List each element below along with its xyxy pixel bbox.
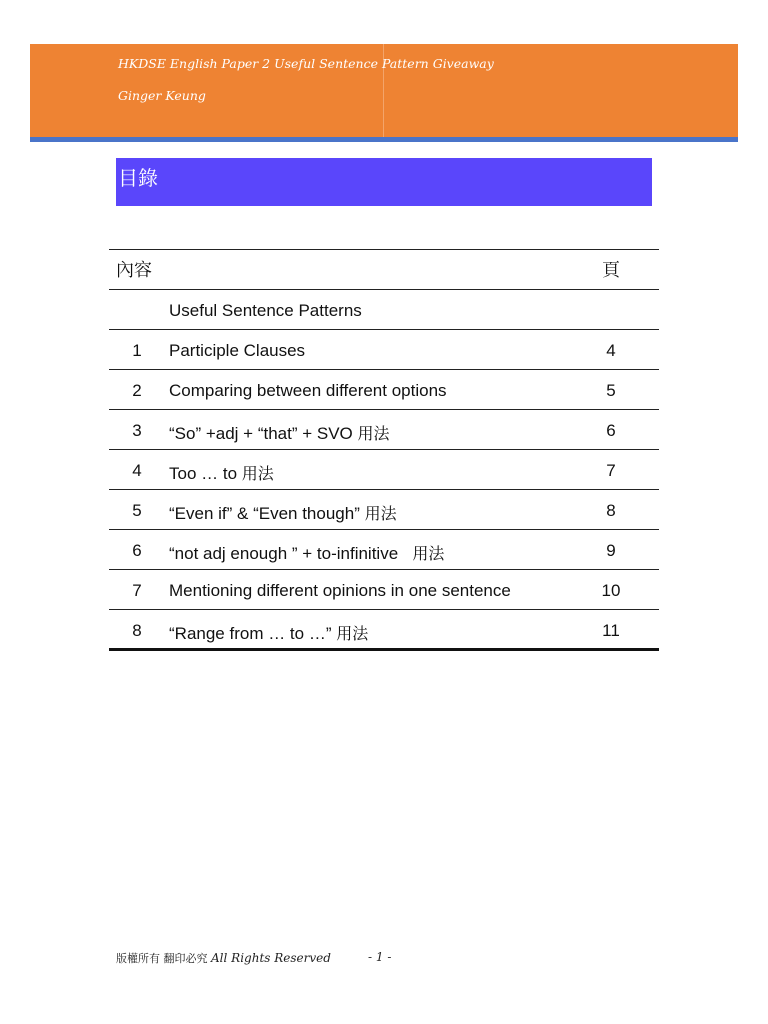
toc-row-title-suffix: 用法 (336, 624, 369, 643)
toc-row[interactable] (109, 370, 659, 410)
toc-row-page: 9 (563, 530, 659, 570)
toc-section-row (109, 290, 659, 330)
toc-row-title-suffix: 用法 (241, 464, 274, 483)
header-stripe (30, 137, 738, 142)
toc-row-title[interactable] (165, 450, 563, 490)
toc-row-number: 5 (109, 490, 165, 530)
toc-row-number: 3 (109, 410, 165, 450)
toc-row-title[interactable] (165, 370, 563, 410)
toc-row[interactable] (109, 570, 659, 610)
toc-row-page: 11 (563, 610, 659, 650)
footer-copyright: 版權所有 翻印必究 (116, 952, 211, 965)
toc-row-number: 6 (109, 530, 165, 570)
toc-row-title[interactable] (165, 490, 563, 530)
toc-banner (116, 158, 652, 206)
toc-row-title-text: “So” +adj + “that” + SVO (169, 424, 358, 443)
toc-row-title-text: Mentioning different opinions in one sentence (169, 581, 511, 600)
toc-row-page: 8 (563, 490, 659, 530)
toc-row-number: 7 (109, 570, 165, 610)
toc-header-row (109, 250, 659, 290)
toc-heading: 目錄 (118, 166, 158, 190)
toc-row-number: 1 (109, 330, 165, 370)
toc-row-title[interactable] (165, 570, 563, 610)
toc-row-page: 5 (563, 370, 659, 410)
toc-row-page: 10 (563, 570, 659, 610)
toc-row-title-text: “Range from … to …” (169, 624, 337, 643)
toc-row-title[interactable] (165, 530, 563, 570)
document-title: HKDSE English Paper 2 Useful Sentence Pattern Giveaway (118, 56, 494, 71)
toc-row[interactable] (109, 530, 659, 570)
header-banner (30, 44, 738, 137)
toc-row-title-text: Comparing between different options (169, 381, 447, 400)
toc-row[interactable] (109, 330, 659, 370)
toc-col-content: 內容 (109, 250, 563, 290)
toc-row[interactable] (109, 450, 659, 490)
page-footer (116, 950, 392, 966)
toc-row[interactable] (109, 490, 659, 530)
toc-col-page: 頁 (563, 250, 659, 290)
toc-row-title[interactable] (165, 330, 563, 370)
toc-row-title-text: Participle Clauses (169, 341, 306, 360)
toc-row-number: 8 (109, 610, 165, 650)
document-author: Ginger Keung (118, 88, 206, 103)
toc-row[interactable] (109, 410, 659, 450)
toc-row-title[interactable] (165, 410, 563, 450)
toc-section-num (109, 290, 165, 330)
footer-rights: All Rights Reserved (211, 951, 331, 965)
toc-row-title-suffix: 用法 (357, 424, 390, 443)
toc-section-page (563, 290, 659, 330)
toc-row-page: 6 (563, 410, 659, 450)
toc-section-label: Useful Sentence Patterns (165, 290, 563, 330)
toc-row-title-text: Too … to (169, 464, 242, 483)
toc-row[interactable] (109, 610, 659, 650)
toc-table (109, 249, 659, 651)
toc-row-page: 7 (563, 450, 659, 490)
toc-row-title[interactable] (165, 610, 563, 650)
toc-row-title-text: “Even if” & “Even though” (169, 504, 365, 523)
toc-row-page: 4 (563, 330, 659, 370)
toc-row-title-suffix: 用法 (364, 504, 397, 523)
toc-row-title-text: “not adj enough ” + to-infinitive (169, 544, 413, 563)
toc-row-number: 2 (109, 370, 165, 410)
toc-row-title-suffix: 用法 (412, 544, 445, 563)
toc-row-number: 4 (109, 450, 165, 490)
footer-page-number: - 1 - (368, 950, 392, 964)
